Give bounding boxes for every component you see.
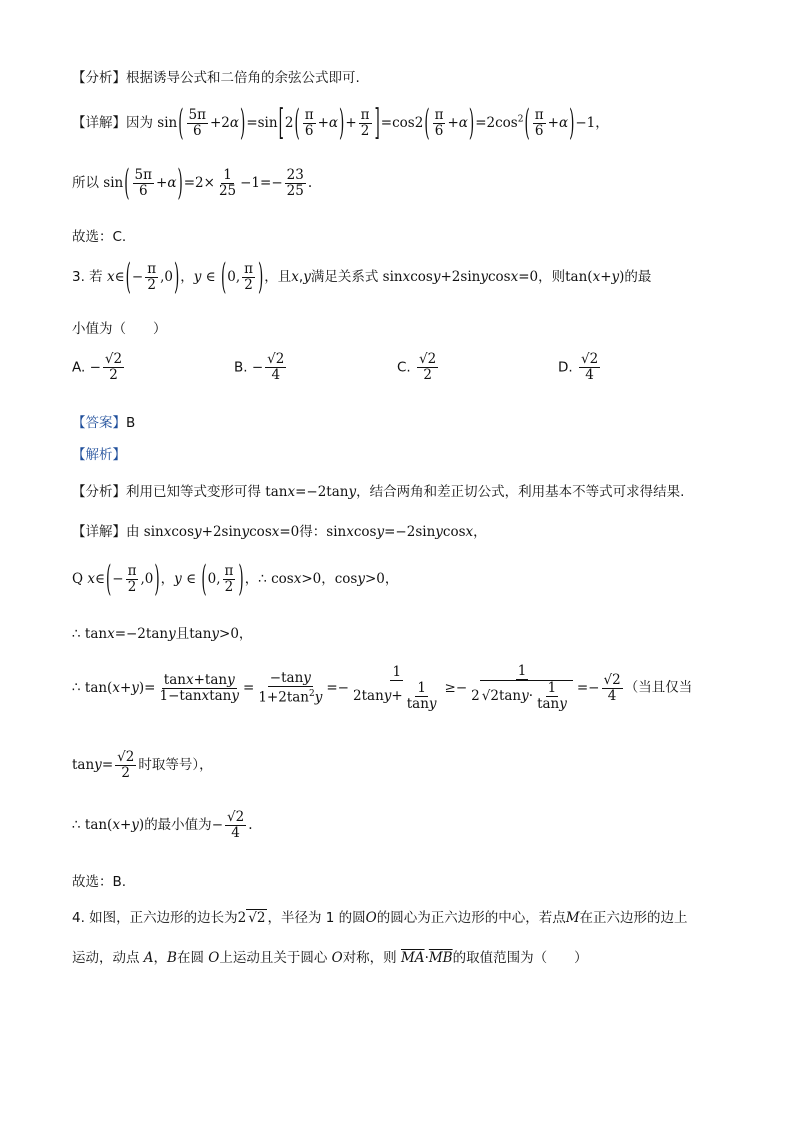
q3-detail-line3: ∴ tanx=−2tany且tany>0， [72, 626, 253, 642]
answer-tag: 【答案】 [72, 415, 126, 431]
q2-analysis-line [72, 66, 360, 86]
formula: tany= $\frac{√2}{2}$ [72, 749, 135, 781]
q2-detail-line [72, 102, 609, 145]
q4-stem-line2: 运动，动点 A，B在圆 O上运动且关于圆心 O对称，则 $\overline{MA}\cdot\overline{MB}$的取值范围为（ ） [72, 950, 588, 966]
formula: − $\frac{√2}{4}$ . [211, 809, 253, 841]
analysis-text: 根据诱导公式和二倍角的余弦公式即可. [126, 70, 360, 86]
result-lead: 所以 [72, 175, 99, 191]
formula: sinxcosy+2sinycosx=0 [143, 524, 300, 540]
option-b[interactable]: B. − $\frac{√2}{4}$ [234, 351, 285, 383]
q2-result-line [72, 162, 313, 205]
stem-tail: 的最 [624, 269, 652, 285]
q2-answer: 故选：C. [72, 229, 127, 245]
stem-mid: ，且 [264, 269, 292, 285]
q3-stem-line2: 小值为（ ） [72, 321, 167, 337]
answer-value: B [126, 415, 136, 431]
q3-analysis-line: 【分析】利用已知等式变形可得 tanx=−2tany，结合两角和差正切公式，利用基本不等式可求得结果. [72, 484, 685, 500]
q3-answer-line [72, 411, 135, 431]
analysis-tag: 【分析】 [72, 70, 126, 86]
formula: tany>0， [189, 626, 253, 642]
q3-detail-line1: 【详解】由 sinxcosy+2sinycosx=0得：sinxcosy=−2sinycosx， [72, 524, 487, 540]
formula: tan(x+y)= $\frac{\tan x+\tan y}{\text{1−tanxtany}}$ = $\frac{-\tan y}{1+2\tan^2y}$ =− 1 2tany+ $\frac{1}{\tan y}$ ≥− 1 2 √2tany· $\frac{1}{\tan y}$ =− $\frac{√2}{4}$ [84, 663, 621, 712]
formula: tan(x+y) [84, 817, 145, 833]
formula: sinxcosy+2sinycosx=0 [382, 269, 539, 285]
formula: x∈(− $\frac{\pi}{2}$ ,0)，y ∈ (0, $\frac{\pi}{2}$ )， [87, 558, 259, 601]
q3-detail-line6: ∴ tan(x+y)的最小值为− $\frac{√2}{4}$ . [72, 809, 253, 841]
formula: x∈(− $\frac{\pi}{2}$ ,0)，y ∈ (0, $\frac{\pi}{2}$ ) [106, 256, 264, 299]
detail-tag: 【详解】 [72, 524, 126, 540]
q3-detail-line5: tany= $\frac{√2}{2}$ 时取等号）， [72, 749, 213, 781]
formula: sin( $\frac{5\pi}{6}$ +α)=2× $\frac{1}{25}$ −1=− $\frac{23}{25}$ . [103, 162, 313, 205]
option-c[interactable]: C. $\frac{√2}{2}$ [397, 351, 437, 383]
q3-detail-line4: ∴ tan(x+y)= $\frac{\tan x+\tan y}{\text{1−tanxtany}}$ = $\frac{-\tan y}{1+2\tan^2y}$ =− 1 2tany+ $\frac{1}{\tan y}$ ≥− 1 2 √2tany· $\frac{1}{\tan y}$ =− $\frac{√2}{4}$ （当且仅当 [72, 663, 693, 712]
stem-end: ，则 [538, 269, 566, 285]
q3-options [72, 352, 722, 396]
formula: tan(x+y) [565, 269, 625, 285]
detail-lead: 因为 [126, 115, 153, 131]
stem-mid2: 满足关系式 [310, 269, 379, 285]
analysis-tag: 【分析】 [72, 484, 126, 500]
detail-tag: 【详解】 [72, 115, 126, 131]
q3-answer: 故选：B. [72, 874, 127, 890]
formula: tanx=−2tany [265, 484, 357, 500]
formula: 2 √2 [237, 910, 266, 926]
formula: tanx=−2tany [84, 626, 176, 642]
q4-stem-line1: 4. 如图，正六边形的边长为2 √2 ，半径为 1 的圆O的圆心为正六边形的中心，若点M在正六边形的边上 [72, 910, 688, 926]
formula: sin( $\frac{5\pi}{6}$ +2α)=sin[2( $\frac{\pi}{6}$ +α)+ $\frac{\pi}{2}$ ]=cos2( $\frac{\pi}{6}$ $+\alpha)=2\cos^2$( $\frac{\pi}{6}$ +α)−1， [157, 102, 609, 145]
option-d[interactable]: D. $\frac{√2}{4}$ [558, 351, 599, 383]
formula: $\overline{MA}\cdot\overline{MB}$ [400, 950, 453, 966]
formula: cosx>0，cosy>0， [266, 571, 399, 587]
option-a[interactable]: A. − $\frac{√2}{2}$ [72, 351, 123, 383]
q3-number: 3. 若 [72, 269, 103, 285]
q3-jiexi-tag: 【解析】 [72, 447, 126, 463]
formula: sinxcosy=−2sinycosx， [326, 524, 487, 540]
q3-detail-line2: Q x∈(− $\frac{\pi}{2}$ ,0)，y ∈ (0, $\frac{\pi}{2}$ )，∴ cosx>0，cosy>0， [72, 558, 399, 601]
q3-stem-line1: 3. 若 x∈(− $\frac{\pi}{2}$ ,0)，y ∈ (0, $\frac{\pi}{2}$ )，且x,y满足关系式 sinxcosy+2sinycosx=0，则tan(x+y)的最 [72, 256, 652, 299]
